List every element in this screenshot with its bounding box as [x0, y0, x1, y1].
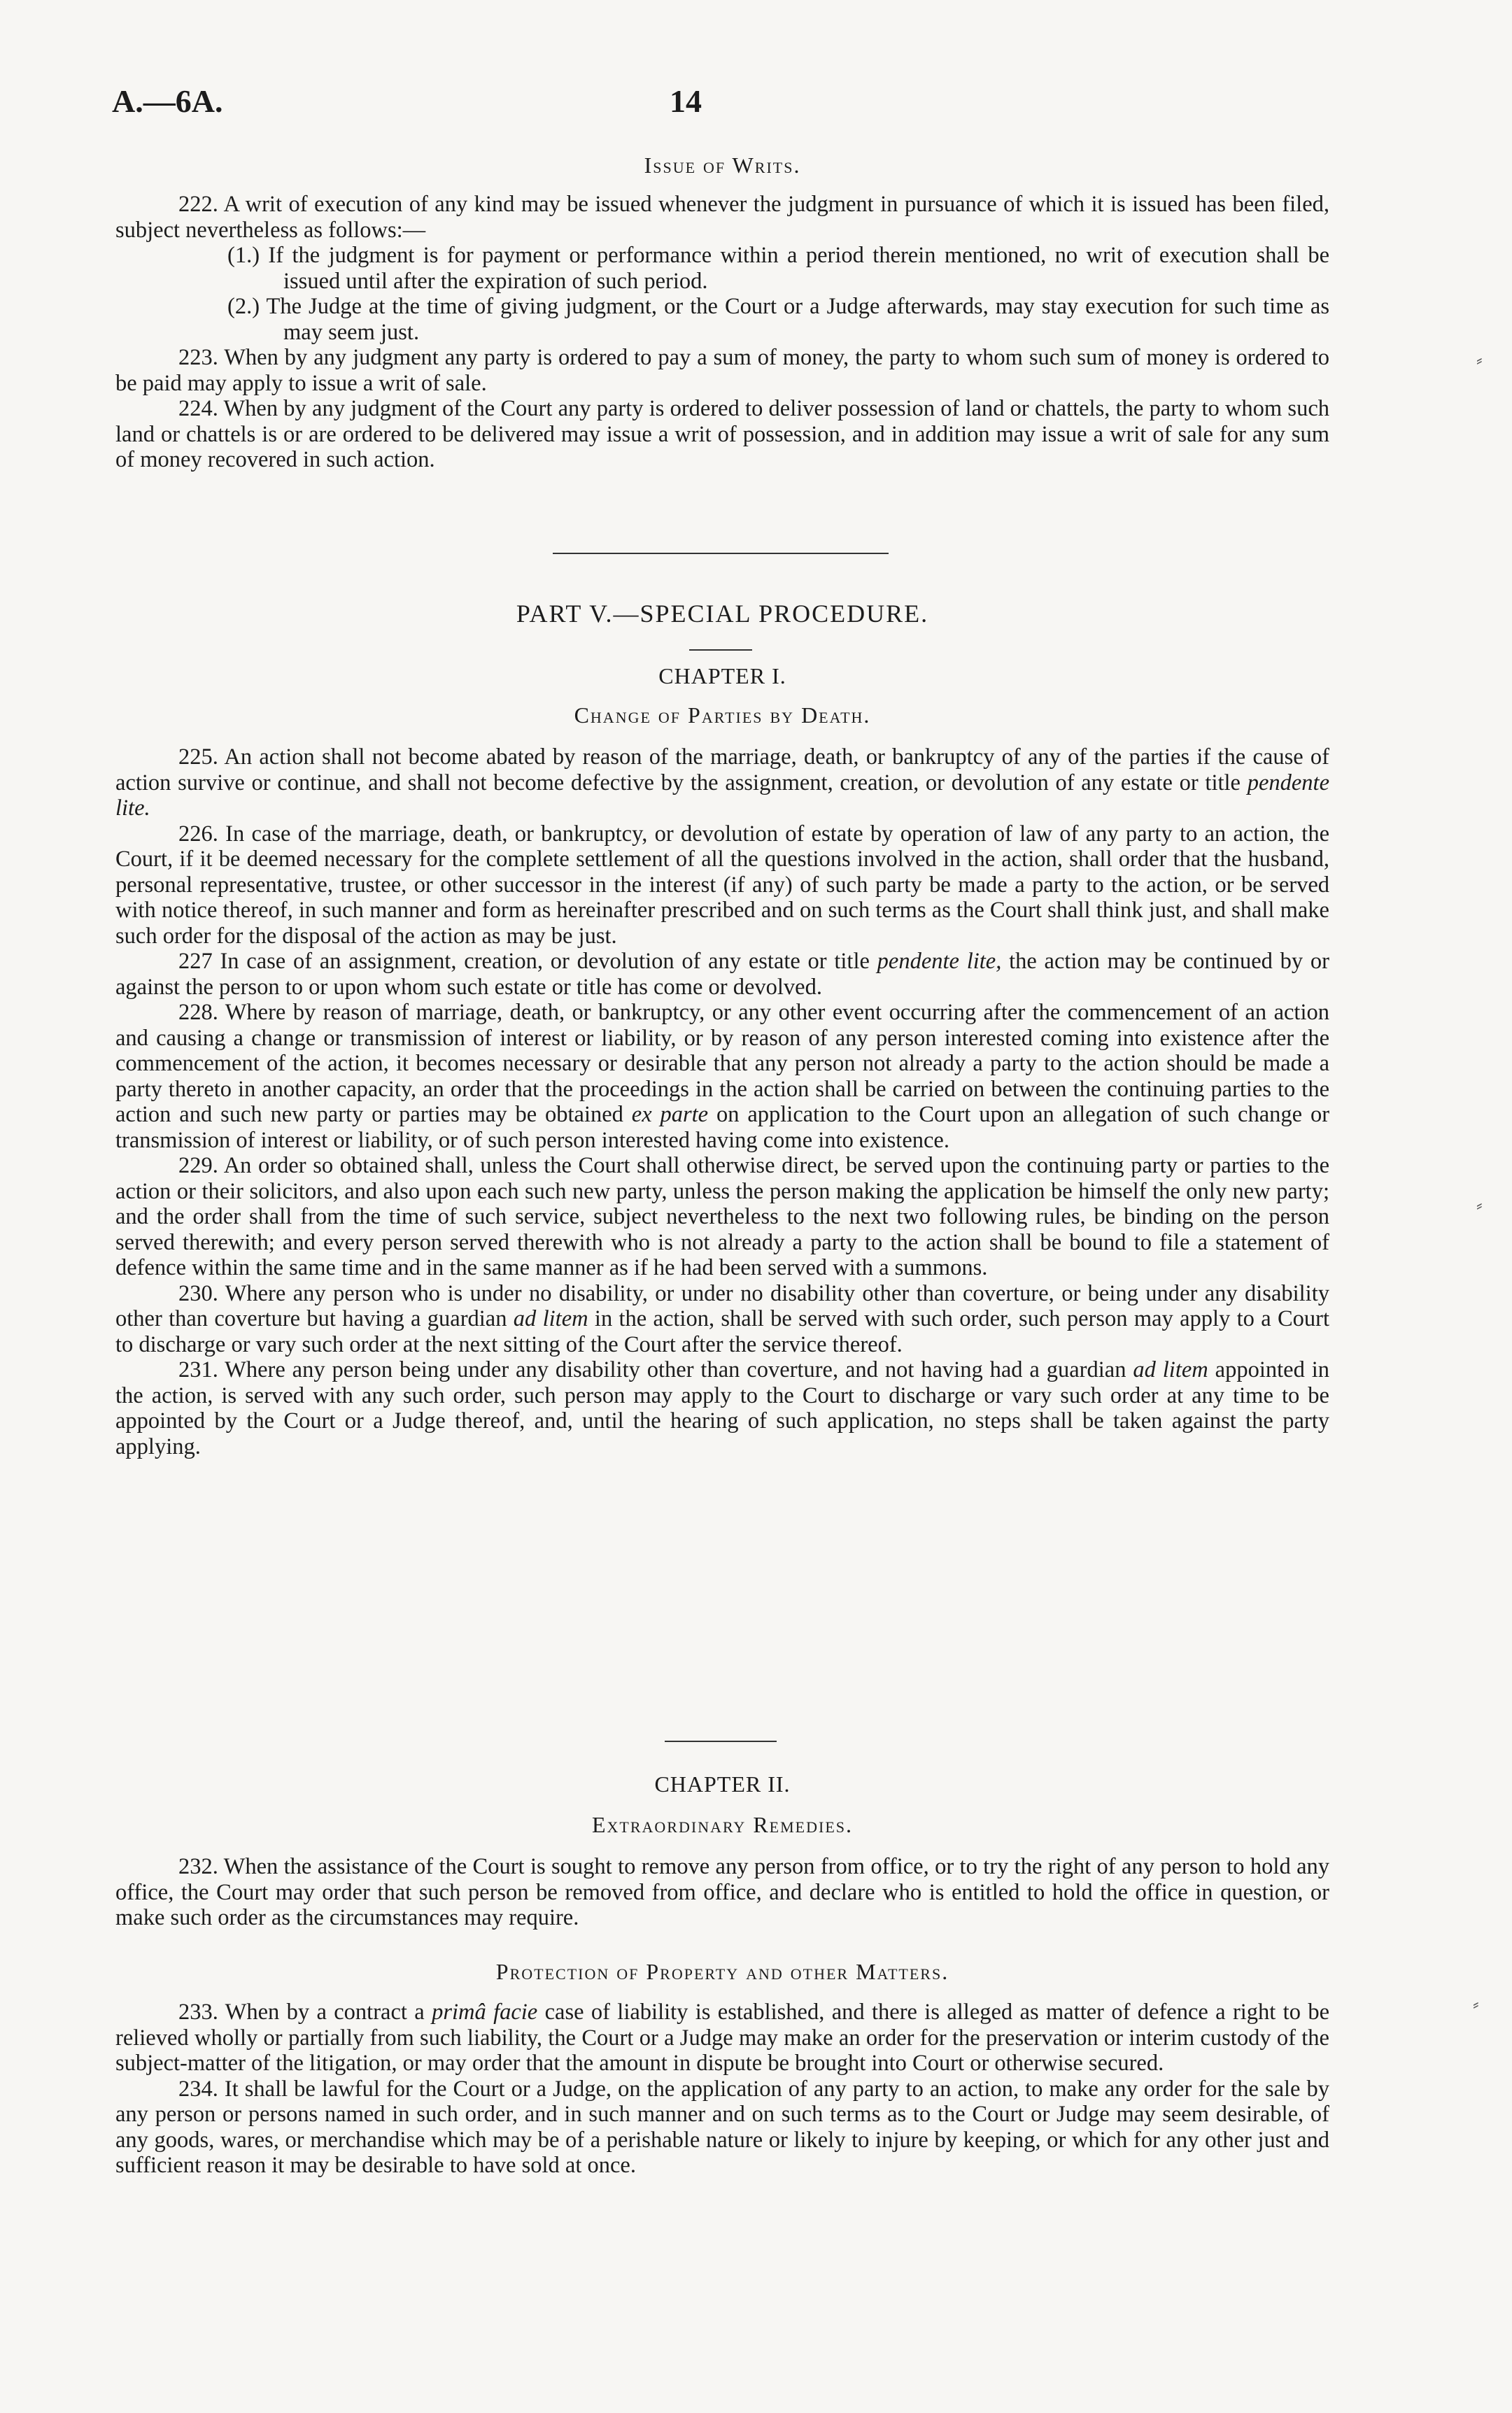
paragraph-226: 226. In case of the marriage, death, or bankruptcy, or devolution of estate by operation of law of any party to an action, the Court, if it be deemed necessary for the complete settlement of all the questions involved in the action, shall order that the husband, personal representative, trustee, or other successor in the interest (if any) of such party be made a party to the action, or be served with notice thereof, in such manner and form as hereinafter prescribed and on such terms as the Court shall think just, and shall make such order for the disposal of the action as may be just. [115, 821, 1329, 949]
chapter-1-title: CHAPTER I. [658, 663, 786, 688]
chapter-2-title: CHAPTER II. [654, 1771, 791, 1797]
margin-mark: ⸗ [1473, 1994, 1479, 2014]
chapter-2-subheading-protection: Protection of Property and other Matters. [495, 1959, 949, 1984]
paragraph-222: 222. A writ of execution of any kind may be issued whenever the judgment in pursuance of which it is issued has been filed, subject nevertheless as follows:— [115, 192, 1329, 243]
paragraph-225: 225. An action shall not become abated by reason of the marriage, death, or bankruptcy of any of the parties if the cause of action survive or continue, and shall not become defective by the assignment, creation, or devolution of any estate or title pendente lite. [115, 744, 1329, 821]
subparagraph-222-2: (2.) The Judge at the time of giving judgment, or the Court or a Judge afterwards, may stay execution for such time as may seem just. [227, 294, 1329, 345]
paragraph-230: 230. Where any person who is under no disability, or under no disability other than coverture, or being under any disability other than coverture but having a guardian ad litem in the action, shall be served with such order, such person may apply to a Court to discharge or vary such order at the next sitting of the Court after the service thereof. [115, 1280, 1329, 1357]
chapter-2-subtitle: Extraordinary Remedies. [591, 1812, 853, 1837]
document-reference: A.—6A. [112, 83, 223, 119]
chapter-1-body [115, 744, 1329, 1459]
chapter-2-body-b [115, 2000, 1329, 2179]
part-title: PART V.—SPECIAL PROCEDURE. [516, 600, 929, 628]
section-issue-of-writs [115, 192, 1329, 473]
paragraph-234: 234. It shall be lawful for the Court or a Judge, on the application of any party to an action, to make any order for the sale by any person or persons named in such order, and in such manner and on such terms as to the Court or Judge may seem desirable, of any goods, wares, or merchandise which may be of a perishable nature or likely to injure by keeping, or which for any other just and sufficient reason it may be desirable to have sold at once. [115, 2076, 1329, 2178]
chapter-2-body-a [115, 1854, 1329, 1931]
paragraph-224: 224. When by any judgment of the Court any party is ordered to deliver possession of land or chattels, the party to whom such land or chattels is or are ordered to be delivered may issue a writ of possession, and in addition may issue a writ of sale for any sum of money recovered in such action. [115, 396, 1329, 472]
chapter-1-subtitle: Change of Parties by Death. [574, 702, 871, 728]
paragraph-231: 231. Where any person being under any disability other than coverture, and not having had a guardian ad litem appointed in the action, is served with any such order, such person may apply to the Court to discharge or vary such order at any time to be appointed by the Court or a Judge thereof, and, until the hearing of such application, no steps shall be taken against the party applying. [115, 1357, 1330, 1459]
paragraph-233: 233. When by a contract a primâ facie case of liability is established, and there is alleged as matter of defence a right to be relieved wholly or partially from such liability, the Court or a Judge may make an order for the preservation or interim custody of the subject-matter of the litigation, or may order that the amount in dispute be brought into Court or otherwise secured. [115, 2000, 1329, 2076]
paragraph-227: 227 In case of an assignment, creation, or devolution of any estate or title pendente lite, the action may be continued by or against the person to or upon whom such estate or title has come or devolved. [115, 949, 1329, 1000]
section-heading-issue-of-writs: Issue of Writs. [644, 153, 801, 178]
paragraph-232: 232. When the assistance of the Court is sought to remove any person from office, or to try the right of any person to hold any office, the Court may order that such person be removed from office, and declare who is entitled to hold the office in question, or make such order as the circumstances may require. [115, 1854, 1329, 1930]
chapter-divider [665, 1741, 777, 1742]
paragraph-229: 229. An order so obtained shall, unless the Court shall otherwise direct, be served upon the continuing party or parties to the action or their solicitors, and also upon each such new party, unless the person making the application be himself the only new party; and the order shall from the time of such service, subject nevertheless to the next two following rules, be binding on the person served therewith; and every person served therewith who is not already a party to the action shall be bound to file a statement of defence within the same time and in the same manner as if he had been served with a summons. [115, 1153, 1329, 1280]
margin-mark: ⸗ [1476, 350, 1483, 370]
section-divider [553, 553, 889, 554]
margin-mark: ⸗ [1476, 1195, 1483, 1215]
page-number: 14 [670, 83, 702, 119]
subparagraph-222-1: (1.) If the judgment is for payment or performance within a period therein mentioned, no writ of execution shall be issued until after the expiration of such period. [227, 243, 1329, 294]
paragraph-228: 228. Where by reason of marriage, death, or bankruptcy, or any other event occurring after the commencement of an action and causing a change or transmission of interest or liability, or by reason of any person interested coming into existence after the commencement of the action, it becomes necessary or desirable that any person not already a party to the action should be made a party thereto in another capacity, an order that the proceedings in the action shall be carried on between the continuing parties to the action and such new party or parties may be obtained ex parte on application to the Court upon an allegation of such change or transmission of interest or liability, or of such person interested having come into existence. [115, 1000, 1330, 1153]
part-title-rule [689, 649, 752, 651]
paragraph-223: 223. When by any judgment any party is ordered to pay a sum of money, the party to whom such sum of money is ordered to be paid may apply to issue a writ of sale. [115, 345, 1329, 396]
